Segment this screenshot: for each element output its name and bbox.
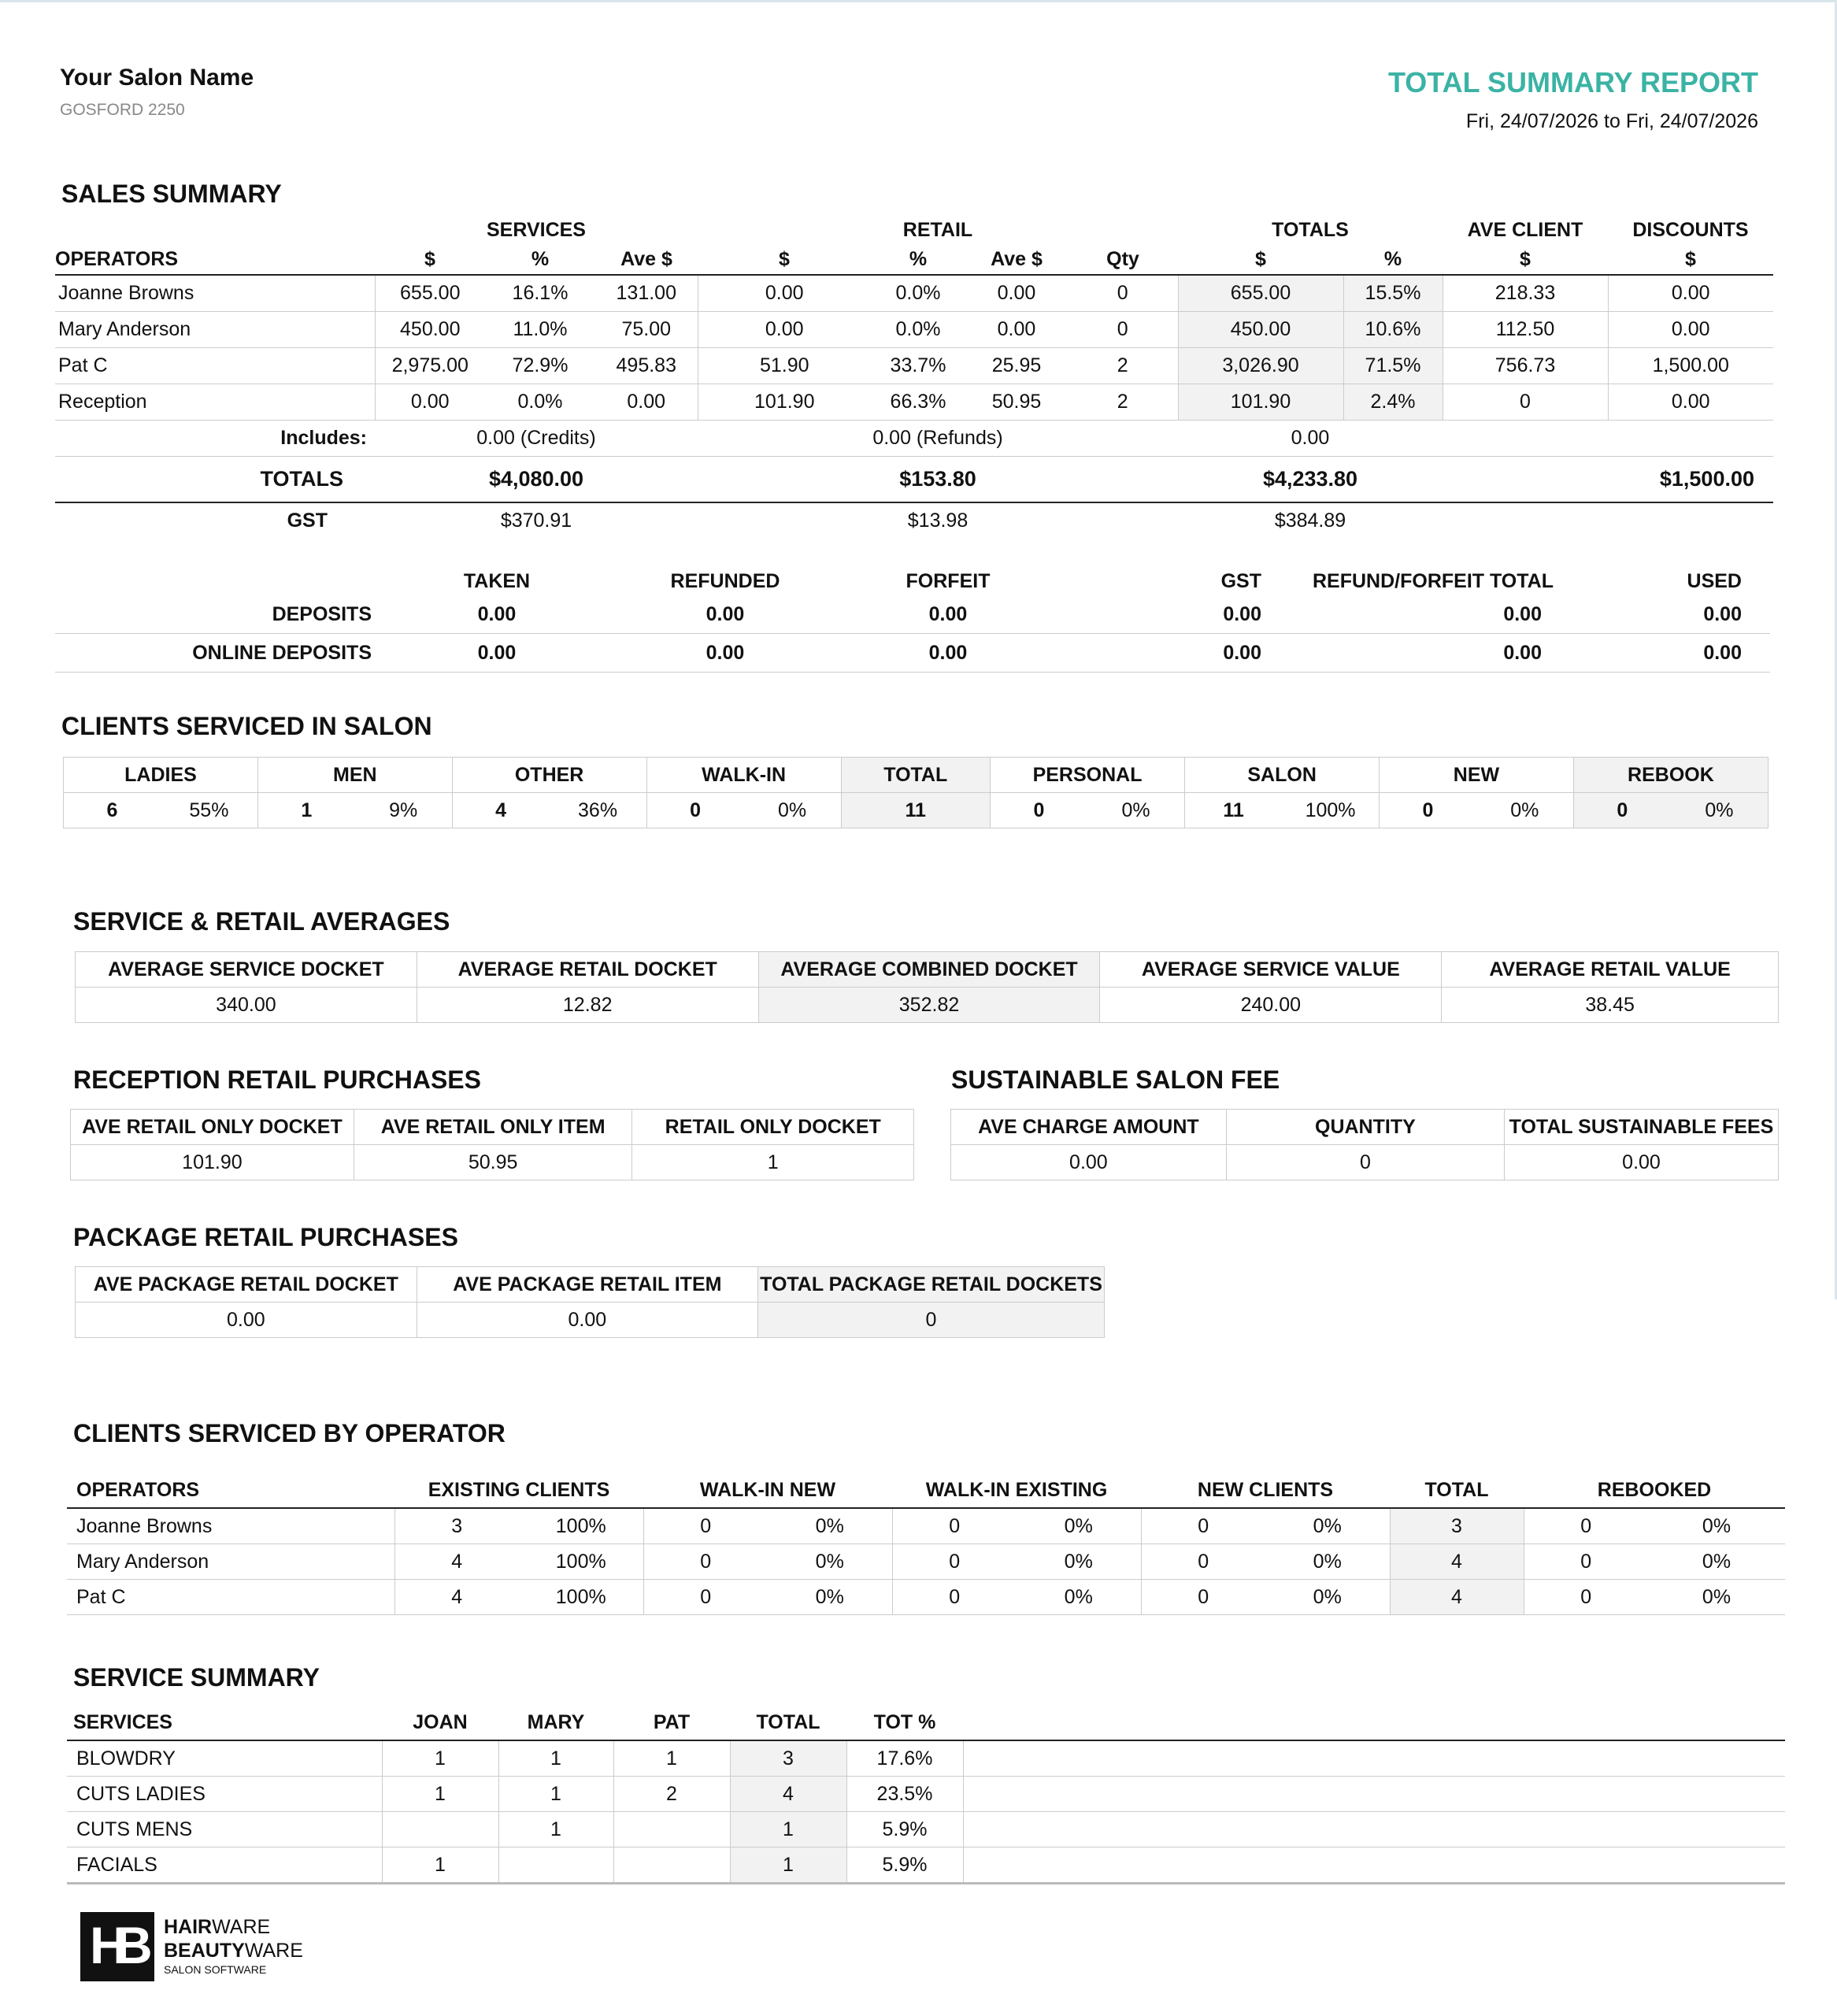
retail-ave: 0.00 — [965, 312, 1068, 348]
total-count: 1 — [730, 1847, 846, 1884]
includes-label: Includes: — [55, 421, 375, 457]
rebooked-pct: 0% — [1648, 1508, 1785, 1544]
totals-amount: 101.90 — [1178, 384, 1343, 421]
operator-name: Joanne Browns — [67, 1508, 394, 1544]
service-row — [67, 1812, 1785, 1847]
includes-refunds: 0.00 (Refunds) — [698, 421, 1178, 457]
joan-count: 1 — [382, 1777, 498, 1812]
gst-services: $370.91 — [500, 510, 572, 532]
avg-combined-docket-header: AVERAGE COMBINED DOCKET — [758, 952, 1100, 988]
total-count: 3 — [730, 1740, 846, 1777]
total-sustainable-fees: 0.00 — [1505, 1145, 1779, 1180]
col-services-ave: Ave $ — [595, 245, 698, 275]
brand-ware-2: WARE — [244, 1940, 303, 1962]
online-deposits-used: 0.00 — [1573, 634, 1770, 673]
mary-count: 1 — [498, 1740, 613, 1777]
total-package-retail-dockets: 0 — [758, 1303, 1105, 1338]
services-amount: 2,975.00 — [375, 348, 485, 384]
operator-name: Pat C — [67, 1580, 394, 1615]
deposits-refunded: 0.00 — [611, 595, 839, 634]
ss-col-mary: MARY — [498, 1705, 613, 1740]
clients-ladies-header: LADIES — [64, 758, 258, 793]
totals-services: $4,080.00 — [375, 457, 698, 503]
cbo-col-walkin-existing: WALK-IN EXISTING — [892, 1473, 1141, 1508]
clients-salon-pct: 100% — [1282, 793, 1380, 828]
totals-amount: 655.00 — [1178, 275, 1343, 312]
discounts: 0.00 — [1608, 275, 1773, 312]
gst-total: $384.89 — [1274, 510, 1346, 532]
existing-count: 4 — [394, 1580, 519, 1615]
col-retail-ave: Ave $ — [965, 245, 1068, 275]
mary-count: 1 — [498, 1777, 613, 1812]
clients-ladies-pct: 55% — [161, 793, 258, 828]
new-clients-pct: 0% — [1265, 1508, 1390, 1544]
clients-walkin-header: WALK-IN — [646, 758, 841, 793]
pat-count: 2 — [613, 1777, 730, 1812]
ave-package-retail-docket: 0.00 — [76, 1303, 417, 1338]
operator-name: Joanne Browns — [55, 275, 375, 312]
retail-only-docket: 1 — [632, 1145, 914, 1180]
ave-client: 756.73 — [1443, 348, 1608, 384]
services-ave: 0.00 — [595, 384, 698, 421]
services-amount: 0.00 — [375, 384, 485, 421]
clients-in-salon-table — [63, 757, 1768, 828]
joan-count: 1 — [382, 1740, 498, 1777]
salon-address: GOSFORD 2250 — [60, 101, 185, 119]
online-deposits-refunded: 0.00 — [611, 634, 839, 673]
services-pct: 11.0% — [485, 312, 595, 348]
col-retail-qty: Qty — [1068, 245, 1178, 275]
salon-name: Your Salon Name — [60, 65, 254, 91]
clients-new-header: NEW — [1380, 758, 1574, 793]
clients-men-count: 1 — [257, 793, 354, 828]
sales-row — [55, 384, 1773, 421]
group-services: SERVICES — [487, 219, 586, 241]
walkin-new-count: 0 — [643, 1508, 768, 1544]
col-ave-client-amount: $ — [1443, 245, 1608, 275]
cbo-col-operators: OPERATORS — [67, 1473, 394, 1508]
quantity: 0 — [1226, 1145, 1504, 1180]
sales-summary-title: SALES SUMMARY — [61, 180, 282, 208]
clients-total-header: TOTAL — [841, 758, 990, 793]
gst-label: GST — [287, 510, 328, 532]
deposits-row — [55, 595, 1770, 634]
new-clients-count: 0 — [1141, 1580, 1265, 1615]
existing-pct: 100% — [519, 1580, 643, 1615]
deposits-col-gst: GST — [1220, 569, 1261, 592]
online-deposits-taken: 0.00 — [383, 634, 611, 673]
col-retail-pct: % — [871, 245, 965, 275]
brand-beauty: BEAUTY — [164, 1940, 245, 1962]
cbo-col-new-clients: NEW CLIENTS — [1141, 1473, 1390, 1508]
rebooked-pct: 0% — [1648, 1544, 1785, 1580]
retail-qty: 0 — [1068, 312, 1178, 348]
includes-credits: 0.00 (Credits) — [375, 421, 698, 457]
clients-salon-count: 11 — [1185, 793, 1282, 828]
online-deposits-refund-forfeit-total: 0.00 — [1293, 634, 1573, 673]
mary-count — [498, 1847, 613, 1884]
pat-count — [613, 1812, 730, 1847]
cbo-col-total: TOTAL — [1390, 1473, 1524, 1508]
services-pct: 16.1% — [485, 275, 595, 312]
clients-other-header: OTHER — [452, 758, 646, 793]
mary-count: 1 — [498, 1812, 613, 1847]
rebooked-pct: 0% — [1648, 1580, 1785, 1615]
col-discounts-amount: $ — [1608, 245, 1773, 275]
cbo-row — [67, 1544, 1785, 1580]
averages-title: SERVICE & RETAIL AVERAGES — [73, 907, 450, 936]
discounts: 0.00 — [1608, 312, 1773, 348]
sales-row — [55, 312, 1773, 348]
deposits-row-label: DEPOSITS — [55, 595, 383, 634]
operator-name: Pat C — [55, 348, 375, 384]
tot-pct: 17.6% — [846, 1740, 963, 1777]
clients-by-operator-title: CLIENTS SERVICED BY OPERATOR — [73, 1419, 506, 1447]
sales-summary-table — [55, 216, 1773, 539]
group-totals: TOTALS — [1272, 219, 1349, 241]
existing-pct: 100% — [519, 1544, 643, 1580]
deposits-col-refunded: REFUNDED — [670, 569, 780, 592]
rebooked-count: 0 — [1524, 1580, 1648, 1615]
services-amount: 450.00 — [375, 312, 485, 348]
clients-personal-count: 0 — [990, 793, 1087, 828]
new-clients-count: 0 — [1141, 1544, 1265, 1580]
clients-in-salon-title: CLIENTS SERVICED IN SALON — [61, 712, 432, 740]
clients-new-pct: 0% — [1476, 793, 1573, 828]
quantity-header: QUANTITY — [1226, 1110, 1504, 1145]
retail-qty: 2 — [1068, 384, 1178, 421]
services-amount: 655.00 — [375, 275, 485, 312]
sustainable-fee-title: SUSTAINABLE SALON FEE — [951, 1065, 1280, 1094]
cbo-row — [67, 1580, 1785, 1615]
walkin-new-pct: 0% — [768, 1544, 892, 1580]
sales-row — [55, 275, 1773, 312]
ave-package-retail-item-header: AVE PACKAGE RETAIL ITEM — [417, 1267, 757, 1303]
totals-retail: $153.80 — [698, 457, 1178, 503]
online-deposits-row-label: ONLINE DEPOSITS — [55, 634, 383, 673]
averages-table — [75, 951, 1779, 1023]
ave-package-retail-item: 0.00 — [417, 1303, 757, 1338]
brand-hair: HAIR — [164, 1916, 213, 1938]
services-ave: 131.00 — [595, 275, 698, 312]
avg-service-value: 240.00 — [1100, 988, 1442, 1023]
reception-retail-table — [70, 1109, 914, 1180]
clients-new-count: 0 — [1380, 793, 1476, 828]
new-clients-pct: 0% — [1265, 1544, 1390, 1580]
walkin-existing-count: 0 — [892, 1508, 1017, 1544]
clients-by-operator-table — [67, 1473, 1785, 1615]
ave-retail-only-docket-header: AVE RETAIL ONLY DOCKET — [71, 1110, 354, 1145]
walkin-existing-pct: 0% — [1017, 1508, 1141, 1544]
avg-retail-value: 38.45 — [1442, 988, 1779, 1023]
walkin-existing-count: 0 — [892, 1544, 1017, 1580]
brand-text — [164, 1915, 303, 1977]
operator-name: Reception — [55, 384, 375, 421]
ave-charge-amount: 0.00 — [951, 1145, 1227, 1180]
package-retail-table — [75, 1266, 1105, 1338]
col-retail-amount: $ — [698, 245, 871, 275]
online-deposits-row — [55, 634, 1770, 673]
totals-label: TOTALS — [55, 457, 375, 503]
retail-ave: 25.95 — [965, 348, 1068, 384]
top-border — [0, 0, 1837, 2]
tot-pct: 23.5% — [846, 1777, 963, 1812]
walkin-new-count: 0 — [643, 1544, 768, 1580]
ave-client: 112.50 — [1443, 312, 1608, 348]
existing-pct: 100% — [519, 1508, 643, 1544]
totals-discounts: $1,500.00 — [1608, 457, 1773, 503]
services-pct: 0.0% — [485, 384, 595, 421]
cbo-row — [67, 1508, 1785, 1544]
retail-ave: 0.00 — [965, 275, 1068, 312]
rebooked-count: 0 — [1524, 1544, 1648, 1580]
retail-amount: 0.00 — [698, 312, 871, 348]
deposits-gst: 0.00 — [1057, 595, 1293, 634]
service-row — [67, 1847, 1785, 1884]
clients-personal-pct: 0% — [1087, 793, 1185, 828]
totals-pct: 71.5% — [1343, 348, 1443, 384]
totals-pct: 10.6% — [1343, 312, 1443, 348]
ave-client: 218.33 — [1443, 275, 1608, 312]
ss-col-total: TOTAL — [730, 1705, 846, 1740]
col-operators: OPERATORS — [55, 245, 375, 275]
service-name: FACIALS — [67, 1847, 382, 1884]
totals-amount: 3,026.90 — [1178, 348, 1343, 384]
total-package-retail-dockets-header: TOTAL PACKAGE RETAIL DOCKETS — [758, 1267, 1105, 1303]
brand-tagline: SALON SOFTWARE — [164, 1963, 267, 1976]
tot-pct: 5.9% — [846, 1812, 963, 1847]
clients-ladies-count: 6 — [64, 793, 161, 828]
avg-service-docket: 340.00 — [76, 988, 417, 1023]
service-row-spacer — [963, 1847, 1785, 1884]
total-sustainable-fees-header: TOTAL SUSTAINABLE FEES — [1505, 1110, 1779, 1145]
deposits-used: 0.00 — [1573, 595, 1770, 634]
retail-ave: 50.95 — [965, 384, 1068, 421]
col-totals-amount: $ — [1178, 245, 1343, 275]
clients-walkin-count: 0 — [646, 793, 743, 828]
totals-amount: 450.00 — [1178, 312, 1343, 348]
includes-total: 0.00 — [1178, 421, 1443, 457]
clients-rebook-count: 0 — [1573, 793, 1670, 828]
walkin-existing-pct: 0% — [1017, 1580, 1141, 1615]
brand-ware-1: WARE — [212, 1916, 271, 1938]
deposits-col-used: USED — [1687, 569, 1742, 592]
group-ave-client: AVE CLIENT — [1467, 219, 1583, 241]
ss-col-joan: JOAN — [382, 1705, 498, 1740]
clients-other-pct: 36% — [550, 793, 647, 828]
report-title: TOTAL SUMMARY REPORT — [1387, 66, 1758, 98]
col-services-pct: % — [485, 245, 595, 275]
walkin-new-pct: 0% — [768, 1580, 892, 1615]
services-pct: 72.9% — [485, 348, 595, 384]
report-date-range: Fri, 24/07/2026 to Fri, 24/07/2026 — [1465, 110, 1758, 132]
service-row — [67, 1740, 1785, 1777]
avg-service-value-header: AVERAGE SERVICE VALUE — [1100, 952, 1442, 988]
col-totals-pct: % — [1343, 245, 1443, 275]
cbo-rows — [67, 1508, 1785, 1615]
discounts: 1,500.00 — [1608, 348, 1773, 384]
hairware-logo-icon: H B — [80, 1912, 154, 1981]
totals-total: $4,233.80 — [1178, 457, 1443, 503]
sustainable-fee-table — [950, 1109, 1779, 1180]
deposits-col-forfeit: FORFEIT — [906, 569, 991, 592]
ss-col-pat: PAT — [613, 1705, 730, 1740]
walkin-new-count: 0 — [643, 1580, 768, 1615]
avg-retail-docket: 12.82 — [417, 988, 758, 1023]
walkin-new-pct: 0% — [768, 1508, 892, 1544]
new-clients-pct: 0% — [1265, 1580, 1390, 1615]
clients-salon-header: SALON — [1185, 758, 1380, 793]
totals-pct: 2.4% — [1343, 384, 1443, 421]
rebooked-count: 0 — [1524, 1508, 1648, 1544]
service-row-spacer — [963, 1740, 1785, 1777]
walkin-existing-pct: 0% — [1017, 1544, 1141, 1580]
service-row-spacer — [963, 1777, 1785, 1812]
services-ave: 495.83 — [595, 348, 698, 384]
clients-personal-header: PERSONAL — [990, 758, 1184, 793]
retail-qty: 2 — [1068, 348, 1178, 384]
total-count: 3 — [1390, 1508, 1524, 1544]
ave-client: 0 — [1443, 384, 1608, 421]
clients-other-count: 4 — [452, 793, 549, 828]
avg-retail-docket-header: AVERAGE RETAIL DOCKET — [417, 952, 758, 988]
retail-pct: 33.7% — [871, 348, 965, 384]
clients-men-header: MEN — [257, 758, 452, 793]
retail-amount: 101.90 — [698, 384, 871, 421]
deposits-refund-forfeit-total: 0.00 — [1293, 595, 1573, 634]
clients-rebook-header: REBOOK — [1573, 758, 1768, 793]
retail-amount: 0.00 — [698, 275, 871, 312]
operator-name: Mary Anderson — [67, 1544, 394, 1580]
ave-package-retail-docket-header: AVE PACKAGE RETAIL DOCKET — [76, 1267, 417, 1303]
group-retail: RETAIL — [902, 219, 973, 241]
clients-rebook-pct: 0% — [1671, 793, 1768, 828]
avg-service-docket-header: AVERAGE SERVICE DOCKET — [76, 952, 417, 988]
clients-walkin-pct: 0% — [744, 793, 842, 828]
existing-count: 3 — [394, 1508, 519, 1544]
tot-pct: 5.9% — [846, 1847, 963, 1884]
totals-pct: 15.5% — [1343, 275, 1443, 312]
retail-only-docket-header: RETAIL ONLY DOCKET — [632, 1110, 914, 1145]
total-count: 4 — [1390, 1580, 1524, 1615]
ave-charge-amount-header: AVE CHARGE AMOUNT — [951, 1110, 1227, 1145]
group-discounts: DISCOUNTS — [1632, 219, 1749, 241]
total-count: 4 — [730, 1777, 846, 1812]
package-retail-title: PACKAGE RETAIL PURCHASES — [73, 1223, 458, 1251]
retail-qty: 0 — [1068, 275, 1178, 312]
operator-name: Mary Anderson — [55, 312, 375, 348]
service-row — [67, 1777, 1785, 1812]
joan-count — [382, 1812, 498, 1847]
total-count: 1 — [730, 1812, 846, 1847]
ave-retail-only-item-header: AVE RETAIL ONLY ITEM — [354, 1110, 632, 1145]
retail-pct: 0.0% — [871, 312, 965, 348]
cbo-col-existing-clients: EXISTING CLIENTS — [394, 1473, 643, 1508]
clients-men-pct: 9% — [355, 793, 452, 828]
new-clients-count: 0 — [1141, 1508, 1265, 1544]
service-name: BLOWDRY — [67, 1740, 382, 1777]
ss-rows — [67, 1740, 1785, 1884]
deposits-col-taken: TAKEN — [463, 569, 531, 592]
existing-count: 4 — [394, 1544, 519, 1580]
total-count: 4 — [1390, 1544, 1524, 1580]
cbo-col-walkin-new: WALK-IN NEW — [643, 1473, 892, 1508]
service-summary-title: SERVICE SUMMARY — [73, 1663, 320, 1692]
online-deposits-gst: 0.00 — [1057, 634, 1293, 673]
reception-retail-title: RECEPTION RETAIL PURCHASES — [73, 1065, 481, 1094]
ave-retail-only-item: 50.95 — [354, 1145, 632, 1180]
ave-retail-only-docket: 101.90 — [71, 1145, 354, 1180]
walkin-existing-count: 0 — [892, 1580, 1017, 1615]
deposits-table — [55, 567, 1770, 673]
service-name: CUTS MENS — [67, 1812, 382, 1847]
services-ave: 75.00 — [595, 312, 698, 348]
service-summary-table — [67, 1705, 1785, 1884]
joan-count: 1 — [382, 1847, 498, 1884]
service-row-spacer — [963, 1812, 1785, 1847]
pat-count — [613, 1847, 730, 1884]
retail-pct: 0.0% — [871, 275, 965, 312]
avg-combined-docket: 352.82 — [758, 988, 1100, 1023]
discounts: 0.00 — [1608, 384, 1773, 421]
col-services-amount: $ — [375, 245, 485, 275]
deposits-col-refund-forfeit-total: REFUND/FORFEIT TOTAL — [1313, 569, 1554, 592]
sales-rows — [55, 275, 1773, 421]
retail-amount: 51.90 — [698, 348, 871, 384]
pat-count: 1 — [613, 1740, 730, 1777]
sales-row — [55, 348, 1773, 384]
deposits-taken: 0.00 — [383, 595, 611, 634]
clients-total-count: 11 — [841, 793, 990, 828]
service-name: CUTS LADIES — [67, 1777, 382, 1812]
cbo-col-rebooked: REBOOKED — [1524, 1473, 1785, 1508]
online-deposits-forfeit: 0.00 — [839, 634, 1057, 673]
gst-retail: $13.98 — [907, 510, 968, 532]
ss-col-services: SERVICES — [67, 1705, 382, 1740]
ss-col-tot-pct: TOT % — [846, 1705, 963, 1740]
retail-pct: 66.3% — [871, 384, 965, 421]
avg-retail-value-header: AVERAGE RETAIL VALUE — [1442, 952, 1779, 988]
deposits-forfeit: 0.00 — [839, 595, 1057, 634]
